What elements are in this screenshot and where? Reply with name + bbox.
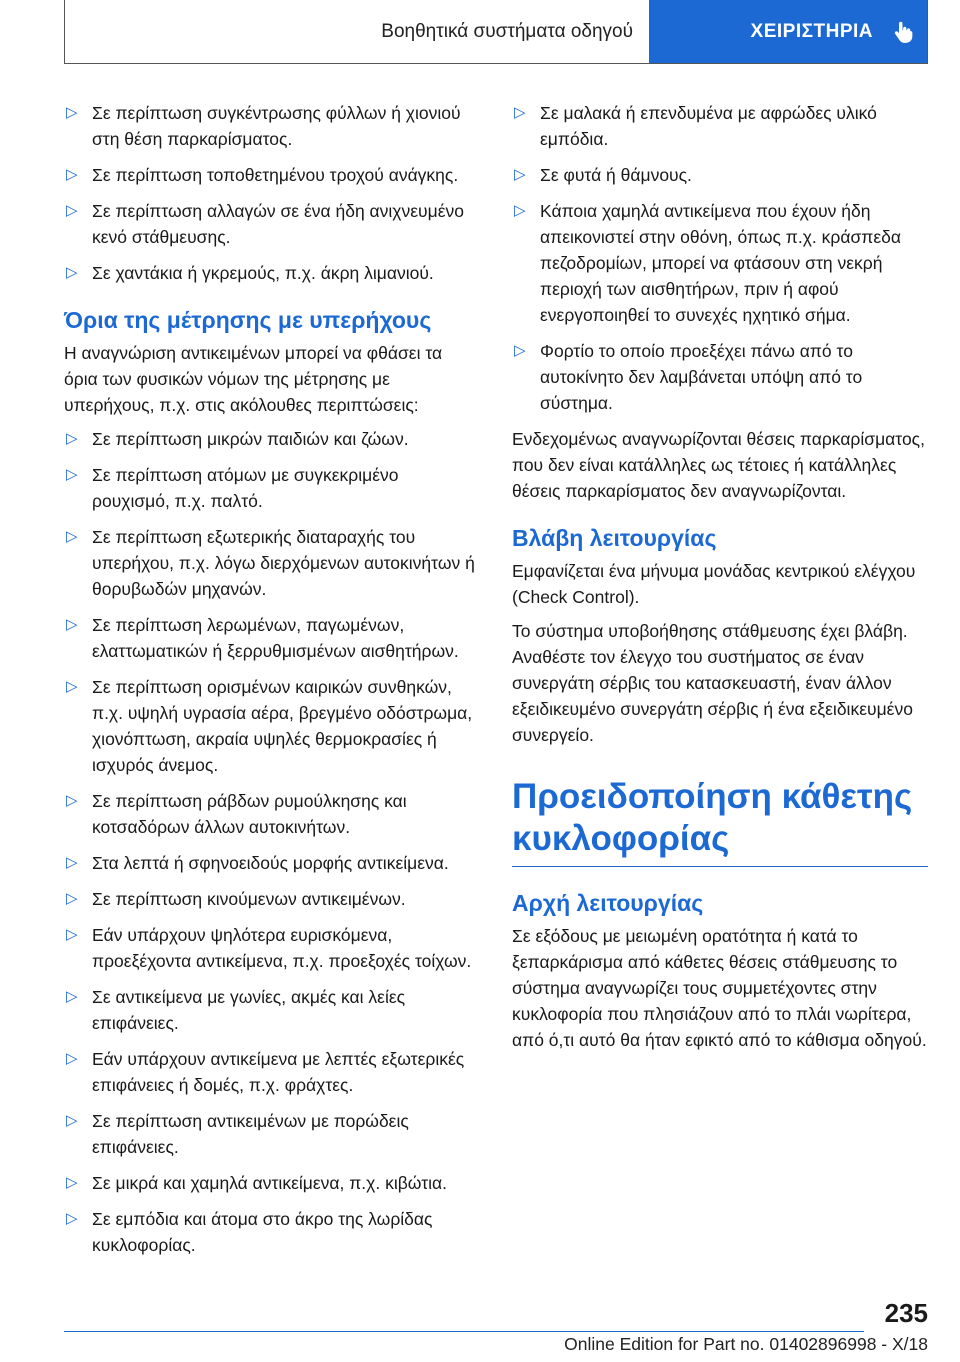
list-item: ▷ Στα λεπτά ή σφηνοειδούς μορφής αντικείμενα. [64,850,480,876]
footer-divider [64,1331,864,1332]
chapter-title: ΧΕΙΡΙΣΤΗΡΙΑ [750,20,873,42]
section-heading-malfunction: Βλάβη λειτουργίας [512,525,717,551]
list-item: ▷ Σε περίπτωση εξωτερικής διαταραχής του υπερήχου, π.χ. λόγω διερχόμενων αυτοκινήτων ή θορυβωδών μηχανών. [64,524,480,602]
list-item: ▷ Σε περίπτωση λερωμένων, παγωμένων, ελαττωματικών ή ξερρυθμισμένων αισθητήρων. [64,612,480,664]
list-item: ▷ Σε περίπτωση μικρών παιδιών και ζώων. [64,426,480,452]
list-item: ▷ Σε περίπτωση ορισμένων καιρικών συνθηκών, π.χ. υψηλή υγρασία αέρα, βρεγμένο οδόστρωμα, χιονόπτωση, ακραία υψηλές θερμοκρασίες ή ισχυρός άνεμος. [64,674,480,778]
section-heading-principle: Αρχή λειτουργίας [512,890,704,916]
footer-edition: Online Edition for Part no. 01402896998 - X/18 [564,1334,928,1354]
page-header [64,0,928,64]
list-item: ▷ Φορτίο το οποίο προεξέχει πάνω από το αυτοκίνητο δεν λαμβάνεται υπόψη από το σύστημα. [512,338,928,416]
section-heading-ultrasonic-limits: Όρια της μέτρησης με υπερήχους [64,307,432,333]
list-item: ▷ Σε μικρά και χαμηλά αντικείμενα, π.χ. κιβώτια. [64,1170,480,1196]
list-item: ▷ Εάν υπάρχουν αντικείμενα με λεπτές εξωτερικές επιφάνειες ή δομές, π.χ. φράχτες. [64,1046,480,1098]
list-item: ▷ Σε αντικείμενα με γωνίες, ακμές και λείες επιφάνειες. [64,984,480,1036]
left-column [64,100,480,1268]
intro-paragraph: Η αναγνώριση αντικειμένων μπορεί να φθάσει τα όρια των φυσικών νόμων της μέτρησης με υπερήχους, π.χ. στις ακόλουθες περιπτώσεις: [64,343,443,415]
list-item: ▷ Σε περίπτωση συγκέντρωσης φύλλων ή χιονιού στη θέση παρκαρίσματος. [64,100,480,152]
list-item: ▷ Σε περίπτωση αλλαγών σε ένα ήδη ανιχνευμένο κενό στάθμευσης. [64,198,480,250]
list-item: ▷ Σε περίπτωση κινούμενων αντικειμένων. [64,886,480,912]
right-column [512,100,928,1061]
chapter-tab [649,0,927,63]
list-item: ▷ Σε χαντάκια ή γκρεμούς, π.χ. άκρη λιμανιού. [64,260,480,286]
section-title: Βοηθητικά συστήματα οδηγού [381,20,633,42]
list-item: ▷ Σε μαλακά ή επενδυμένα με αφρώδες υλικό εμπόδια. [512,100,928,152]
list-item: ▷ Σε περίπτωση ράβδων ρυμούλκησης και κοτσαδόρων άλλων αυτοκινήτων. [64,788,480,840]
list-item: ▷ Σε περίπτωση ατόμων με συγκεκριμένο ρουχισμό, π.χ. παλτό. [64,462,480,514]
chapter-heading-cross-traffic: Προειδοποίηση κάθετης κυκλοφορίας [512,776,928,867]
bullet-list-right [512,100,928,416]
page-number: 235 [884,1298,928,1328]
list-item: ▷ Σε περίπτωση αντικειμένων με πορώδεις επιφάνειες. [64,1108,480,1160]
paragraph-principle: Σε εξόδους με μειωμένη ορατότητα ή κατά το ξεπαρκάρισμα από κάθετες θέσεις στάθμευσης το σύστημα αναγνωρίζει τους συμμετέχοντες στην κυκλοφορία που πλησιάζουν από το πλάι νωρίτερα, από ό,τι αυτό θα ήταν εφικτό από το κάθισμα οδηγού. [512,926,927,1050]
list-item: ▷ Σε περίπτωση τοποθετημένου τροχού ανάγκης. [64,162,480,188]
list-item: ▷ Σε εμπόδια και άτομα στο άκρο της λωρίδας κυκλοφορίας. [64,1206,480,1258]
paragraph-parking-spaces: Ενδεχομένως αναγνωρίζονται θέσεις παρκαρίσματος, που δεν είναι κατάλληλες ως τέτοιες ή κατάλληλες θέσεις παρκαρίσματος δεν αναγνωρίζονται. [512,429,925,501]
list-item: ▷ Κάποια χαμηλά αντικείμενα που έχουν ήδη απεικονιστεί στην οθόνη, όπως π.χ. κράσπεδα πεζοδρομίων, μπορεί να φτάσουν στη νεκρή περιοχή των αισθητήρων, πριν ή αφού ενεργοποιηθεί το συνεχές ηχητικό σήμα. [512,198,928,328]
list-item: ▷ Εάν υπάρχουν ψηλότερα ευρισκόμενα, προεξέχοντα αντικείμενα, π.χ. προεξοχές τοίχων. [64,922,480,974]
paragraph-service: Το σύστημα υποβοήθησης στάθμευσης έχει βλάβη. Αναθέστε τον έλεγχο του συστήματος σε έναν συνεργάτη σέρβις του κατασκευαστή, έναν άλλον εξειδικευμένο συνεργάτη σέρβις ή ένα εξειδικευμένο συνεργείο. [512,621,913,745]
paragraph-check-control: Εμφανίζεται ένα μήνυμα μονάδας κεντρικού ελέγχου (Check Control). [512,561,916,607]
bullet-list-top [64,100,480,286]
list-item: ▷ Σε φυτά ή θάμνους. [512,162,928,188]
bullet-list-limits [64,426,480,1258]
hand-pointer-icon [891,19,917,45]
